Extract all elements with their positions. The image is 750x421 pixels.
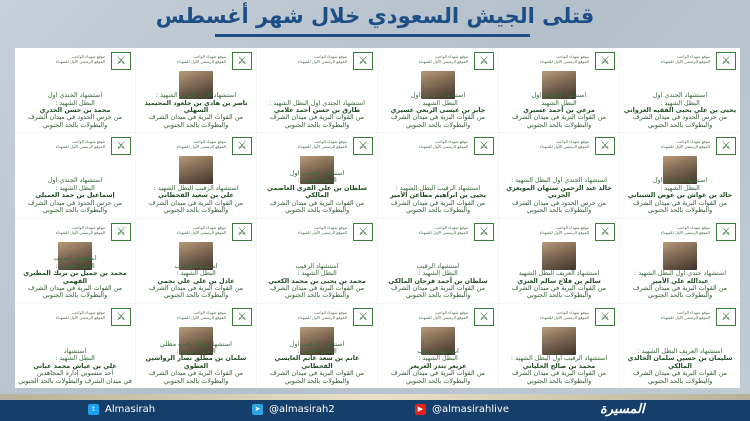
site-tagline: الموقع الرسمي الأول للشهداء xyxy=(297,314,347,320)
card-line: استشهاد الجندي اول xyxy=(289,169,345,178)
card-text xyxy=(380,263,496,300)
site-name: موقع شهداء الواجب xyxy=(677,224,710,230)
card-line: استشهاد الرائد البطل الشهيد : xyxy=(155,91,237,100)
card-line: من القوات البرية في ميدان الشرف xyxy=(390,113,485,122)
martyr-card xyxy=(378,48,498,132)
card-line: والبطولات بالحد الجنوبي xyxy=(163,206,229,215)
card-line: في ميدان الشرف والبطولات بالحد الجنوبي xyxy=(18,376,132,385)
card-line: البطل الشهيد : xyxy=(55,183,95,192)
card-line: والبطولات بالحد الجنوبي xyxy=(284,291,350,300)
card-line: والبطولات بالحد الجنوبي xyxy=(405,291,471,300)
site-name: موقع شهداء الواجب xyxy=(556,309,589,315)
site-tagline: الموقع الرسمي الأول للشهداء xyxy=(176,314,226,320)
site-header xyxy=(56,225,105,235)
site-tagline: الموقع الرسمي الأول للشهداء xyxy=(418,59,468,64)
card-line: استشهاد العريف البطل الشهيد xyxy=(518,269,600,278)
card-line: استشهاد النقيب xyxy=(417,346,459,355)
card-text xyxy=(138,185,254,215)
martyr-card xyxy=(620,133,740,217)
site-header xyxy=(661,139,710,149)
card-text xyxy=(138,341,254,385)
card-text xyxy=(17,348,133,385)
site-name: موقع شهداء الواجب xyxy=(314,54,347,59)
card-line: من القوات البرية في ميدان الشرف xyxy=(148,369,243,378)
site-name: موقع شهداء الواجب xyxy=(677,309,710,315)
site-tagline: الموقع الرسمي الأول للشهداء xyxy=(539,229,589,235)
site-header xyxy=(540,310,589,320)
card-line: والبطولات بالحد الجنوبي xyxy=(42,291,108,300)
brand-logo: المسيرة xyxy=(600,402,645,417)
martyr-card xyxy=(257,219,377,303)
card-line: من القوات البرية في ميدان الشرف xyxy=(269,283,364,292)
martyr-card xyxy=(136,219,256,303)
saudi-emblem-icon: ⚔ xyxy=(716,308,736,326)
card-line: استشهاد وكيل رقيب مظلي xyxy=(160,339,232,348)
site-header xyxy=(540,54,589,64)
martyr-card xyxy=(136,304,256,388)
martyr-card xyxy=(257,48,377,132)
card-line: استشهاد الجندي اول xyxy=(47,176,103,185)
card-line: استشهاد الجندي اول xyxy=(47,91,103,100)
card-line: غانم بن سعد غانم العايسي القحطاني xyxy=(274,354,360,370)
martyr-card xyxy=(378,133,498,217)
card-line: استشهاد xyxy=(63,346,87,355)
card-line: البطل الشهيد xyxy=(541,98,577,107)
card-line: البطل الشهيد : xyxy=(660,98,700,107)
card-line: طارق بن حسن أحمد علامي xyxy=(273,106,361,115)
martyr-card xyxy=(257,304,377,388)
card-line: البطل الشهيد : xyxy=(297,346,337,355)
site-name: موقع شهداء الواجب xyxy=(435,309,468,315)
card-text xyxy=(380,92,496,129)
card-text xyxy=(501,270,617,300)
martyrs-grid xyxy=(15,48,740,388)
card-line: والبطولات بالحد الجنوبي xyxy=(284,206,350,215)
martyr-card xyxy=(15,133,135,217)
card-line: مرعي بن أحمد عسيري xyxy=(523,106,595,115)
saudi-emblem-icon: ⚔ xyxy=(232,223,252,241)
card-line: من القوات البرية في ميدان الشرف xyxy=(511,283,606,292)
site-name: موقع شهداء الواجب xyxy=(314,309,347,315)
site-name: موقع شهداء الواجب xyxy=(72,139,105,145)
saudi-emblem-icon: ⚔ xyxy=(474,52,494,70)
card-line: البطل الشهيد : xyxy=(55,98,95,107)
card-line: البطل الشهيد : xyxy=(55,261,95,270)
card-line: من القوات البرية في ميدان الشرف xyxy=(511,369,606,378)
site-header xyxy=(419,225,468,235)
card-line: جابر بن عيسى الربعي عسيري xyxy=(390,106,486,115)
card-text xyxy=(380,348,496,385)
card-line: من حرس الحدود في ميدان الشرف xyxy=(633,113,727,122)
site-tagline: الموقع الرسمي الأول للشهداء xyxy=(176,59,226,64)
saudi-emblem-icon: ⚔ xyxy=(595,137,615,155)
site-name: موقع شهداء الواجب xyxy=(556,224,589,230)
card-line: عريعر بندر العريعر xyxy=(409,361,467,370)
site-name: موقع شهداء الواجب xyxy=(314,224,347,230)
saudi-emblem-icon: ⚔ xyxy=(353,52,373,70)
card-line: والبطولات بالحد الجنوبي xyxy=(405,206,471,215)
saudi-emblem-icon: ⚔ xyxy=(353,308,373,326)
site-name: موقع شهداء الواجب xyxy=(556,54,589,59)
card-line: والبطولات بالحد الجنوبي xyxy=(405,120,471,129)
card-line: من القوات البرية في ميدان الشرف xyxy=(269,198,364,207)
card-text xyxy=(501,355,617,385)
card-line: أحد منسوبي إدارة المجاهدين xyxy=(36,369,114,378)
card-line: من القوات البرية في ميدان الشرف xyxy=(390,369,485,378)
saudi-emblem-icon: ⚔ xyxy=(111,52,131,70)
card-line: والبطولات بالحد الجنوبي xyxy=(163,291,229,300)
site-header xyxy=(419,54,468,64)
card-line: استشهاد الجندي اول البطل الشهيد : xyxy=(269,98,365,107)
card-line: علي بن عياش محمد عباتي xyxy=(33,361,117,370)
card-line: والبطولات بالحد الجنوبي xyxy=(42,206,108,215)
card-line: من القوات البرية في ميدان الشرف xyxy=(390,283,485,292)
card-line: من القوات البرية في ميدان الشرف xyxy=(148,283,243,292)
martyr-card xyxy=(620,304,740,388)
martyr-photo xyxy=(179,156,213,184)
card-text xyxy=(259,341,375,385)
martyr-card xyxy=(499,304,619,388)
card-line: استشهاد الرقيب xyxy=(295,261,339,270)
site-header xyxy=(56,310,105,320)
card-text xyxy=(259,263,375,300)
youtube-icon: ▶ xyxy=(415,404,426,415)
card-line: سالم بن فلاج سالم العنزي xyxy=(517,276,601,285)
site-name: موقع شهداء الواجب xyxy=(193,139,226,145)
site-header xyxy=(419,139,468,149)
saudi-emblem-icon: ⚔ xyxy=(111,223,131,241)
site-tagline: الموقع الرسمي الأول للشهداء xyxy=(297,59,347,64)
saudi-emblem-icon: ⚔ xyxy=(716,223,736,241)
saudi-emblem-icon: ⚔ xyxy=(716,137,736,155)
martyr-card xyxy=(499,48,619,132)
site-header xyxy=(177,310,226,320)
site-header xyxy=(661,54,710,64)
site-name: موقع شهداء الواجب xyxy=(193,309,226,315)
card-text xyxy=(17,255,133,299)
site-tagline: الموقع الرسمي الأول للشهداء xyxy=(539,314,589,320)
card-line: سليمان بن حسين سلمان الخالدي المالكي xyxy=(627,354,733,370)
twitter-icon: t xyxy=(88,404,99,415)
card-line: خالد عبد الرحمن سنهان المويعزي الحربي xyxy=(506,183,612,200)
card-line: البطل الشهيد : xyxy=(176,269,216,278)
card-text xyxy=(622,92,738,129)
page-title: قتلى الجيش السعودي خلال شهر أغسطس xyxy=(155,4,595,28)
saudi-emblem-icon: ⚔ xyxy=(595,308,615,326)
site-header xyxy=(540,225,589,235)
site-tagline: الموقع الرسمي الأول للشهداء xyxy=(55,229,105,235)
martyr-card xyxy=(620,219,740,303)
card-line: عبدالله علي الأمير xyxy=(651,276,709,285)
card-line: استشهاد العريف البطل الشهيد : xyxy=(637,346,723,355)
martyr-card xyxy=(136,48,256,132)
site-tagline: الموقع الرسمي الأول للشهداء xyxy=(418,144,468,150)
site-tagline: الموقع الرسمي الأول للشهداء xyxy=(539,144,589,150)
card-line: استشهاد الجندي اول xyxy=(652,176,708,185)
telegram-link[interactable] xyxy=(252,404,335,415)
card-line: استشهاد الرقيب البطل الشهيد : xyxy=(153,183,239,192)
card-text xyxy=(501,92,617,129)
site-header xyxy=(298,225,347,235)
card-line: سلطان بن علي الفري العاصمي المالكي xyxy=(266,183,367,200)
card-line: من القوات البرية في ميدان الشرف xyxy=(27,283,122,292)
card-line: استشهاد جندي اول البطل الشهيد : xyxy=(634,269,726,278)
card-line: سلطان بن أحمد فرحان المالكي xyxy=(388,276,488,285)
card-line: من القوات البرية في ميدان الشرف xyxy=(632,369,727,378)
site-tagline: الموقع الرسمي الأول للشهداء xyxy=(418,314,468,320)
card-line: استشهاد الجندي اول xyxy=(410,91,466,100)
saudi-emblem-icon: ⚔ xyxy=(232,52,252,70)
card-line: والبطولات بالحد الجنوبي xyxy=(163,120,229,129)
martyr-card xyxy=(378,304,498,388)
site-name: موقع شهداء الواجب xyxy=(193,224,226,230)
card-line: من القوات البرية في ميدان الشرف xyxy=(511,113,606,122)
title-underline xyxy=(215,34,530,37)
card-line: محمد بن جميل بن بريك المطيري الفهمي xyxy=(23,269,127,285)
site-tagline: الموقع الرسمي الأول للشهداء xyxy=(55,144,105,150)
card-text xyxy=(138,263,254,300)
card-text xyxy=(380,185,496,215)
site-name: موقع شهداء الواجب xyxy=(556,139,589,145)
twitter-handle: Almasirah xyxy=(105,404,156,415)
card-line: من القوات البرية في ميدان الشرف xyxy=(269,113,364,122)
card-text xyxy=(622,348,738,385)
saudi-emblem-icon: ⚔ xyxy=(474,308,494,326)
site-header xyxy=(419,310,468,320)
site-tagline: الموقع الرسمي الأول للشهداء xyxy=(55,59,105,64)
card-text xyxy=(138,92,254,129)
martyr-card xyxy=(15,304,135,388)
card-line: والبطولات بالحد الجنوبي xyxy=(163,376,229,385)
card-text xyxy=(259,100,375,130)
site-name: موقع شهداء الواجب xyxy=(72,309,105,315)
martyr-card xyxy=(15,48,135,132)
card-line: من القوات البرية في ميدان الشرف xyxy=(632,283,727,292)
card-line: استشهاد الرقيب xyxy=(174,261,218,270)
saudi-emblem-icon: ⚔ xyxy=(716,52,736,70)
card-line: والبطولات بالحد الجنوبي xyxy=(647,120,713,129)
site-name: موقع شهداء الواجب xyxy=(314,139,347,145)
card-line: والبطولات بالحد الجنوبي xyxy=(284,376,350,385)
site-name: موقع شهداء الواجب xyxy=(193,54,226,59)
card-line: استشهاد العريف xyxy=(53,254,97,263)
saudi-emblem-icon: ⚔ xyxy=(595,223,615,241)
saudi-emblem-icon: ⚔ xyxy=(111,308,131,326)
card-text xyxy=(259,170,375,214)
site-header xyxy=(298,139,347,149)
site-header xyxy=(540,139,589,149)
card-line: من حرس الحدود في ميدان الشرف xyxy=(512,198,606,207)
site-header xyxy=(661,310,710,320)
site-header xyxy=(177,54,226,64)
saudi-emblem-icon: ⚔ xyxy=(595,52,615,70)
card-line: والبطولات بالحد الجنوبي xyxy=(526,120,592,129)
saudi-emblem-icon: ⚔ xyxy=(353,137,373,155)
card-text xyxy=(501,177,617,214)
youtube-handle: @almasirahlive xyxy=(432,404,509,415)
card-line: من القوات البرية في ميدان الشرف xyxy=(148,113,243,122)
twitter-link[interactable] xyxy=(88,404,155,415)
martyr-photo xyxy=(542,327,576,355)
card-line: والبطولات بالحد الجنوبي xyxy=(526,376,592,385)
site-header xyxy=(177,225,226,235)
card-line: استشهاد الجندي اول xyxy=(652,91,708,100)
telegram-icon: ➤ xyxy=(252,404,263,415)
card-line: يحيى بن علي يحيى الفقيه الغزواني xyxy=(623,106,737,115)
card-line: البطل الشهيد : xyxy=(297,176,337,185)
saudi-emblem-icon: ⚔ xyxy=(232,308,252,326)
martyr-card xyxy=(257,133,377,217)
saudi-emblem-icon: ⚔ xyxy=(353,223,373,241)
site-tagline: الموقع الرسمي الأول للشهداء xyxy=(539,59,589,64)
martyr-card xyxy=(136,133,256,217)
card-line: من القوات البرية في ميدان الشرف xyxy=(148,198,243,207)
martyr-card xyxy=(620,48,740,132)
card-line: والبطولات بالحد الجنوبي xyxy=(526,291,592,300)
saudi-emblem-icon: ⚔ xyxy=(232,137,252,155)
card-line: محمد بن صالح الحلياني xyxy=(522,361,596,370)
site-tagline: الموقع الرسمي الأول للشهداء xyxy=(660,59,710,64)
site-tagline: الموقع الرسمي الأول للشهداء xyxy=(176,144,226,150)
site-name: موقع شهداء الواجب xyxy=(435,54,468,59)
martyr-photo xyxy=(542,242,576,270)
card-line: والبطولات بالحد الجنوبي xyxy=(405,376,471,385)
site-tagline: الموقع الرسمي الأول للشهداء xyxy=(660,144,710,150)
card-line: محمد بن يحيى بن محمد الكعبي xyxy=(268,276,366,285)
footer-bar xyxy=(0,400,750,421)
card-line: البطل الشهيد : xyxy=(176,346,216,355)
site-name: موقع شهداء الواجب xyxy=(677,54,710,59)
martyr-card xyxy=(378,219,498,303)
card-line: من حرس الحدود في ميدان الشرف xyxy=(28,113,122,122)
card-line: استشهاد الرقيب xyxy=(416,261,460,270)
card-line: والبطولات بالحد الجنوبي xyxy=(526,206,592,215)
card-line: والبطولات بالحد الجنوبي xyxy=(647,376,713,385)
site-header xyxy=(56,54,105,64)
site-tagline: الموقع الرسمي الأول للشهداء xyxy=(297,144,347,150)
card-text xyxy=(622,270,738,300)
card-line: البطل الشهيد : xyxy=(297,269,337,278)
card-line: البطل الشهيد : xyxy=(55,354,95,363)
card-line: والبطولات بالحد الجنوبي xyxy=(42,120,108,129)
saudi-emblem-icon: ⚔ xyxy=(111,137,131,155)
saudi-emblem-icon: ⚔ xyxy=(474,223,494,241)
card-line: من القوات البرية في ميدان الشرف xyxy=(632,198,727,207)
card-text xyxy=(17,92,133,129)
site-name: موقع شهداء الواجب xyxy=(435,139,468,145)
saudi-emblem-icon: ⚔ xyxy=(474,137,494,155)
card-line: يحيى بن ابراهيم مطاعن الأمير xyxy=(389,191,487,200)
site-name: موقع شهداء الواجب xyxy=(72,54,105,59)
card-line: استشهاد الرقيب اول البطل الشهيد : xyxy=(510,354,608,363)
card-line: خالد بن غواش بن عوض الشيباني xyxy=(627,191,733,200)
card-line: سلمان بن مطلق نصار الرواشين العطوي xyxy=(145,354,247,370)
site-name: موقع شهداء الواجب xyxy=(677,139,710,145)
card-line: البطل الشهيد : xyxy=(418,269,458,278)
telegram-handle: @almasirah2 xyxy=(269,404,335,415)
site-tagline: الموقع الرسمي الأول للشهداء xyxy=(176,229,226,235)
card-line: البطل الشهيد : xyxy=(418,98,458,107)
card-line: البطل الشهيد : xyxy=(660,183,700,192)
youtube-link[interactable] xyxy=(415,404,509,415)
card-line: من القوات البرية في ميدان الشرف xyxy=(269,369,364,378)
martyr-card xyxy=(499,219,619,303)
site-tagline: الموقع الرسمي الأول للشهداء xyxy=(297,229,347,235)
martyr-card xyxy=(15,219,135,303)
card-line: عادل بن علي علي نجمي xyxy=(157,276,235,285)
card-line: إسماعيل بن حمد العميلي xyxy=(35,191,115,200)
card-text xyxy=(622,177,738,214)
site-header xyxy=(298,310,347,320)
site-tagline: الموقع الرسمي الأول للشهداء xyxy=(55,314,105,320)
card-text xyxy=(17,177,133,214)
card-line: استشهاد الرقيب اول xyxy=(531,91,587,100)
card-line: من القوات البرية في ميدان الشرف xyxy=(390,198,485,207)
site-header xyxy=(661,225,710,235)
card-line: ناصر بن هادي بن جلعود المحيميد السهلي xyxy=(144,98,248,115)
card-line: والبطولات بالحد الجنوبي xyxy=(647,206,713,215)
card-line: البطل الشهيد : xyxy=(418,354,458,363)
martyr-photo xyxy=(663,242,697,270)
card-line: علي بن سعيد القحطاني xyxy=(158,191,234,200)
card-line: والبطولات بالحد الجنوبي xyxy=(284,120,350,129)
site-header xyxy=(177,139,226,149)
site-header xyxy=(298,54,347,64)
card-line: والبطولات بالحد الجنوبي xyxy=(647,291,713,300)
site-name: موقع شهداء الواجب xyxy=(72,224,105,230)
site-tagline: الموقع الرسمي الأول للشهداء xyxy=(418,229,468,235)
card-line: من حرس الحدود في ميدان الشرف xyxy=(28,198,122,207)
card-line: استشهاد الرقيب اول xyxy=(289,339,345,348)
card-line: محمد بن حسن الحدري xyxy=(39,106,111,115)
martyr-card xyxy=(499,133,619,217)
site-header xyxy=(56,139,105,149)
site-tagline: الموقع الرسمي الأول للشهداء xyxy=(660,314,710,320)
card-line: استشهاد الجندي اول البطل الشهيد : xyxy=(511,176,607,185)
card-line: استشهاد الرقيب البطل الشهيد : xyxy=(395,183,481,192)
site-tagline: الموقع الرسمي الأول للشهداء xyxy=(660,229,710,235)
site-name: موقع شهداء الواجب xyxy=(435,224,468,230)
